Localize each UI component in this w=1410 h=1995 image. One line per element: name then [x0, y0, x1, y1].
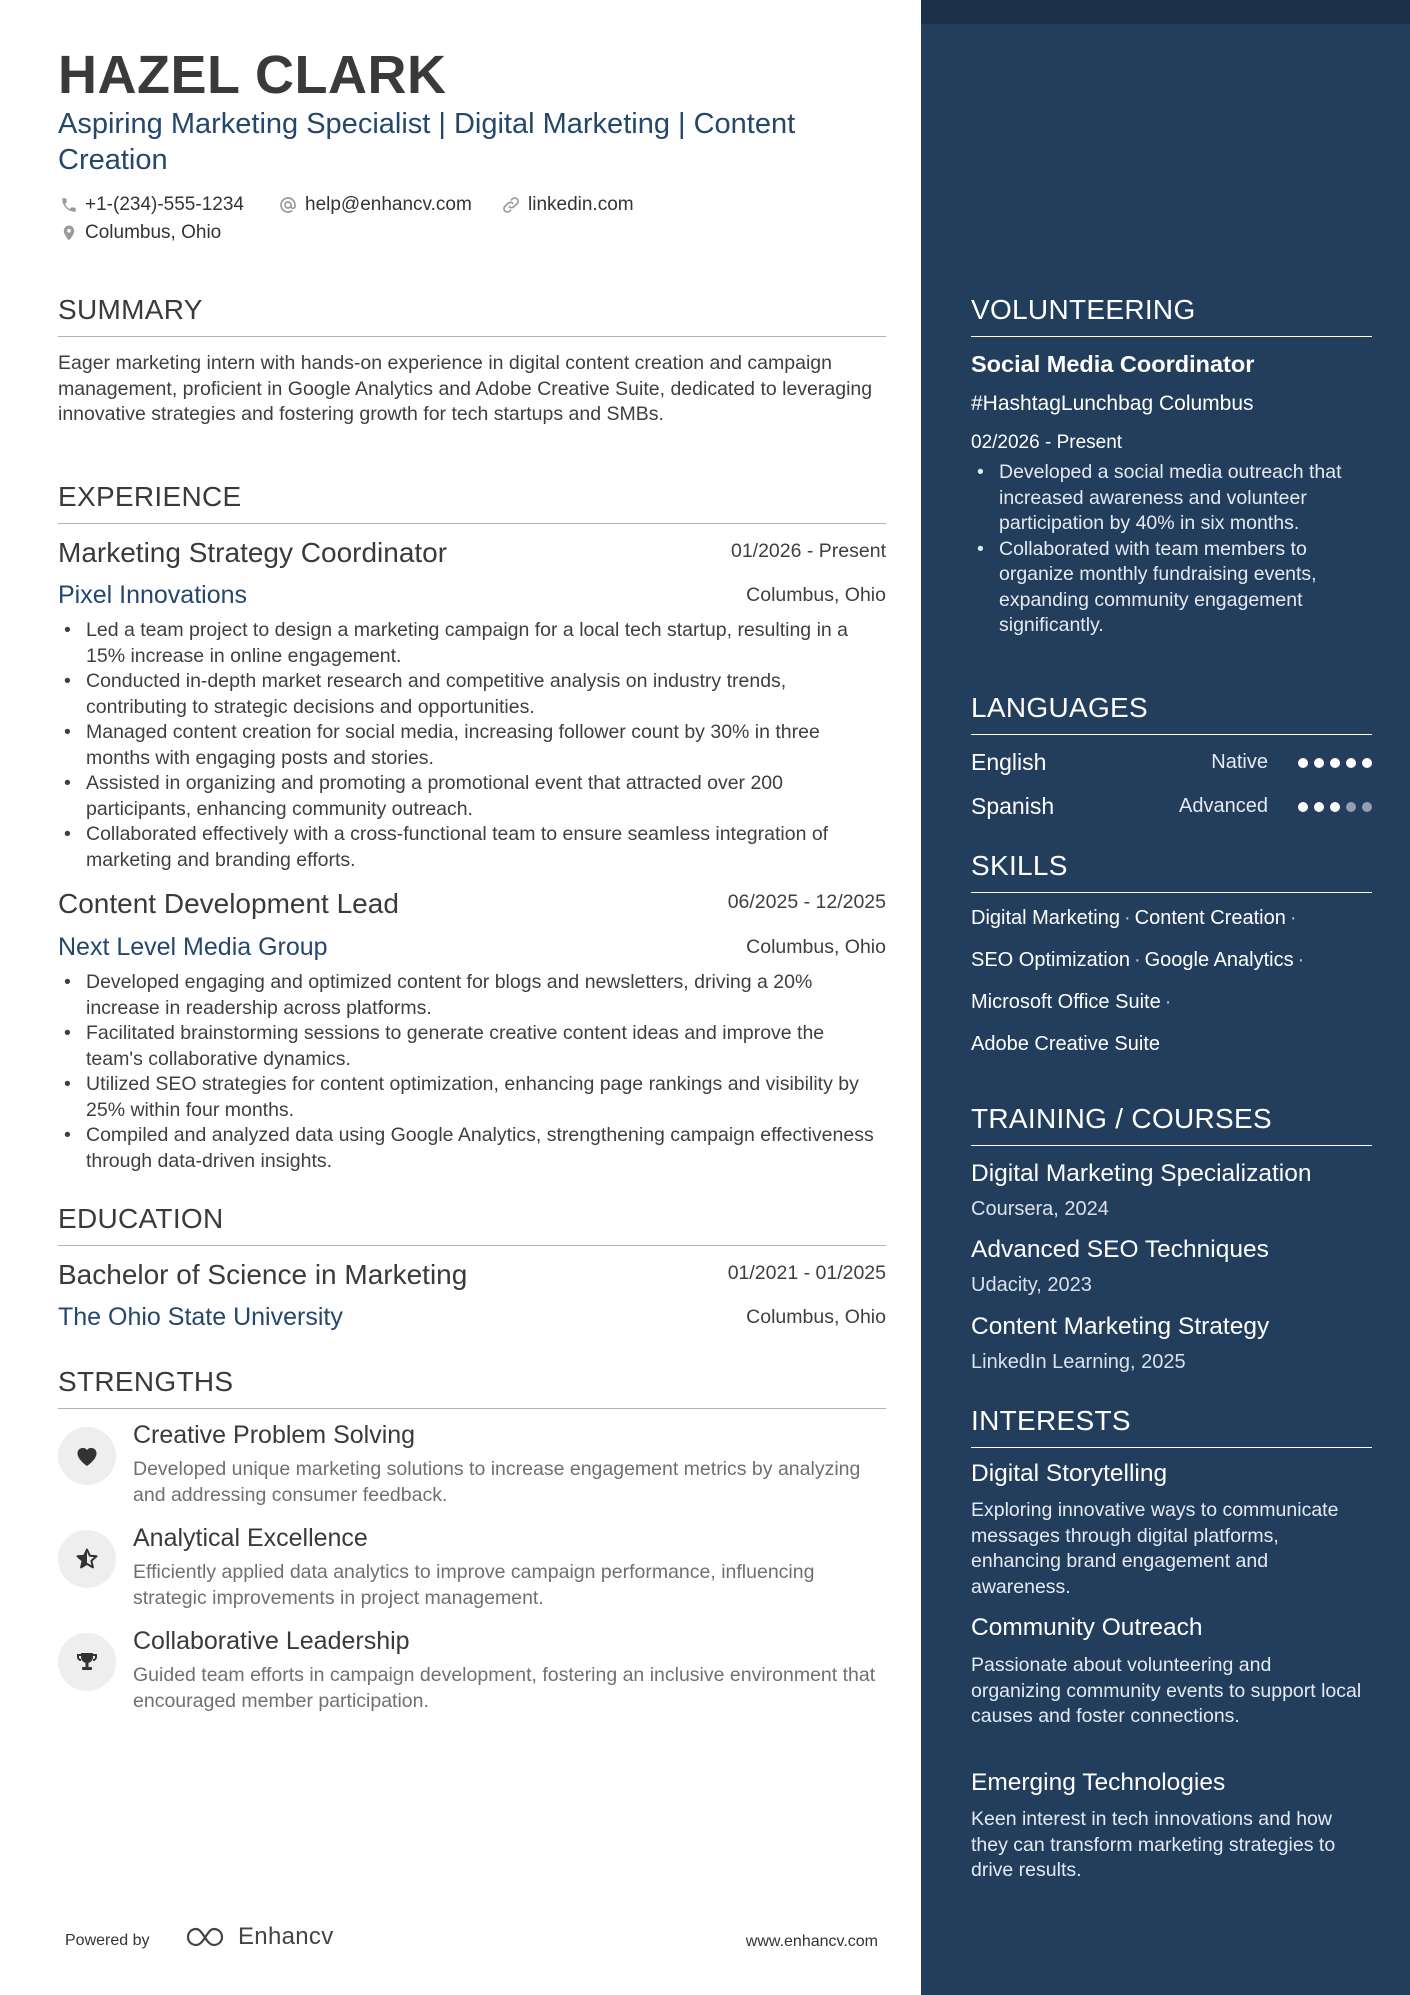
rating-dot: [1346, 802, 1356, 812]
heart-icon: [75, 1445, 99, 1467]
candidate-headline: Aspiring Marketing Specialist | Digital Marketing | Content Creation: [58, 108, 796, 176]
job-bullets: [58, 618, 886, 873]
job-dates: 01/2026 - Present: [730, 540, 886, 562]
language-level: Native: [1211, 751, 1268, 773]
strength-icon-circle: [58, 1530, 116, 1588]
skill-item: Adobe Creative Suite: [971, 1033, 1161, 1055]
education-heading: EDUCATION: [58, 1203, 886, 1246]
contact-linkedin[interactable]: [501, 194, 634, 216]
language-row: [971, 749, 1372, 779]
strength-icon-circle: [58, 1427, 116, 1485]
skill-separator: ·: [1123, 907, 1131, 929]
trophy-icon: [75, 1650, 99, 1674]
interest-title: Emerging Technologies: [971, 1769, 1226, 1796]
job-bullet: • Compiled and analyzed data using Google Analytics, strengthening campaign effectiveness through data-driven insights.: [58, 1123, 886, 1174]
job-company: Pixel Innovations: [58, 581, 248, 609]
rating-dot: [1314, 758, 1324, 768]
strength-description: Guided team efforts in campaign development, fostering an inclusive environment that encouraged member participation.: [133, 1664, 876, 1712]
skill-separator: ·: [1297, 949, 1305, 971]
job-bullet: • Collaborated effectively with a cross-functional team to ensure seamless integration of marketing and branding efforts.: [58, 822, 886, 873]
school-name: The Ohio State University: [58, 1303, 343, 1331]
course-title: Digital Marketing Specialization: [971, 1160, 1312, 1187]
language-row: [971, 793, 1372, 823]
strength-title: Creative Problem Solving: [133, 1421, 416, 1449]
summary-text: Eager marketing intern with hands-on experience in digital content creation and campaign management, proficient in Google Analytics and Adobe Creative Suite, dedicated to leveraging innovative strategies and fostering growth for tech startups and SMBs.: [58, 352, 873, 425]
at-icon: [278, 195, 298, 215]
location-text: Columbus, Ohio: [85, 222, 222, 243]
job-dates: 06/2025 - 12/2025: [727, 891, 886, 913]
enhancv-logo-icon: [184, 1924, 230, 1950]
phone-text: +1-(234)-555-1234: [85, 194, 244, 215]
sidebar: [921, 0, 1410, 1995]
linkedin-text: linkedin.com: [528, 194, 634, 215]
skills-line: [971, 1033, 1372, 1056]
location-pin-icon: [60, 223, 78, 243]
job-bullet: • Assisted in organizing and promoting a promotional event that attracted over 200 participants, enhancing community outreach.: [58, 771, 886, 822]
interest-description: Passionate about volunteering and organizing community events to support local causes and foster connections.: [971, 1654, 1362, 1727]
link-icon: [501, 195, 521, 215]
course-provider: Coursera, 2024: [971, 1198, 1109, 1220]
job-bullets: [58, 970, 886, 1174]
rating-dot: [1298, 758, 1308, 768]
job-location: Columbus, Ohio: [746, 936, 886, 958]
skills-line: [971, 991, 1372, 1014]
skill-item: Digital Marketing: [971, 907, 1120, 929]
interest-title: Community Outreach: [971, 1614, 1203, 1641]
education-dates: 01/2021 - 01/2025: [727, 1262, 886, 1284]
job-company: Next Level Media Group: [58, 933, 328, 961]
strength-title: Collaborative Leadership: [133, 1627, 410, 1655]
job-title: Content Development Lead: [58, 888, 399, 919]
interest-description: Keen interest in tech innovations and how they can transform marketing strategies to drive results.: [971, 1808, 1336, 1881]
course-provider: LinkedIn Learning, 2025: [971, 1351, 1186, 1373]
language-name: Spanish: [971, 793, 1055, 819]
contact-location: [60, 222, 221, 244]
contact-email[interactable]: [278, 194, 472, 216]
strength-description: Efficiently applied data analytics to improve campaign performance, influencing strategic improvements in project management.: [133, 1561, 815, 1609]
school-location: Columbus, Ohio: [746, 1306, 886, 1328]
language-level: Advanced: [1179, 795, 1268, 817]
volunteer-org: #HashtagLunchbag Columbus: [971, 392, 1254, 415]
candidate-name: HAZEL CLARK: [58, 45, 447, 105]
job-title: Marketing Strategy Coordinator: [58, 537, 448, 568]
rating-dot: [1346, 758, 1356, 768]
interests-heading: INTERESTS: [971, 1405, 1372, 1448]
volunteering-heading: VOLUNTEERING: [971, 294, 1372, 337]
sidebar-top-band: [921, 0, 1410, 24]
job-bullet: • Utilized SEO strategies for content optimization, enhancing page rankings and visibility by 25% within four months.: [58, 1072, 886, 1123]
interest-description: Exploring innovative ways to communicate messages through digital platforms, enhancing brand engagement and awareness.: [971, 1499, 1339, 1598]
powered-by-label: Powered by: [65, 1932, 150, 1949]
course-title: Advanced SEO Techniques: [971, 1236, 1269, 1263]
volunteer-bullet: • Collaborated with team members to organize monthly fundraising events, expanding community engagement significantly.: [971, 537, 1372, 639]
language-rating: [1298, 802, 1372, 812]
language-name: English: [971, 749, 1047, 775]
phone-icon: [60, 196, 78, 214]
job-bullet: • Developed engaging and optimized content for blogs and newsletters, driving a 20% increase in readership across platforms.: [58, 970, 886, 1021]
skill-separator: ·: [1164, 991, 1172, 1013]
strengths-heading: STRENGTHS: [58, 1366, 886, 1409]
strength-icon-circle: [58, 1633, 116, 1691]
skill-item: Google Analytics: [1144, 949, 1294, 971]
footer-url[interactable]: www.enhancv.com: [745, 1933, 878, 1950]
volunteer-role: Social Media Coordinator: [971, 351, 1255, 377]
email-text: help@enhancv.com: [305, 194, 472, 215]
course-title: Content Marketing Strategy: [971, 1313, 1270, 1340]
strength-description: Developed unique marketing solutions to increase engagement metrics by analyzing and addressing consumer feedback.: [133, 1458, 861, 1506]
languages-heading: LANGUAGES: [971, 692, 1372, 735]
degree-title: Bachelor of Science in Marketing: [58, 1259, 468, 1290]
skills-heading: SKILLS: [971, 850, 1372, 893]
volunteer-dates: 02/2026 - Present: [971, 432, 1123, 453]
rating-dot: [1362, 758, 1372, 768]
strength-title: Analytical Excellence: [133, 1524, 368, 1552]
rating-dot: [1298, 802, 1308, 812]
contact-phone[interactable]: [60, 194, 244, 216]
job-bullet: • Led a team project to design a marketing campaign for a local tech startup, resulting in a 15% increase in online engagement.: [58, 618, 886, 669]
language-rating: [1298, 758, 1372, 768]
skill-separator: ·: [1289, 907, 1297, 929]
rating-dot: [1330, 758, 1340, 768]
interest-title: Digital Storytelling: [971, 1460, 1168, 1487]
summary-heading: SUMMARY: [58, 294, 886, 337]
star-icon: [75, 1547, 99, 1571]
volunteer-bullet: • Developed a social media outreach that increased awareness and volunteer participation by 40% in six months.: [971, 460, 1372, 537]
rating-dot: [1314, 802, 1324, 812]
skills-line: [971, 949, 1372, 972]
volunteer-bullets: [971, 460, 1372, 639]
job-bullet: • Facilitated brainstorming sessions to generate creative content ideas and improve the team's collaborative dynamics.: [58, 1021, 886, 1072]
rating-dot: [1330, 802, 1340, 812]
training-heading: TRAINING / COURSES: [971, 1103, 1372, 1146]
skill-item: SEO Optimization: [971, 949, 1130, 971]
job-bullet: • Conducted in-depth market research and competitive analysis on industry trends, contributing to strategic decisions and opportunities.: [58, 669, 886, 720]
experience-heading: EXPERIENCE: [58, 481, 886, 524]
enhancv-brand-text: Enhancv: [238, 1923, 334, 1950]
enhancv-logo[interactable]: [184, 1923, 334, 1951]
job-bullet: • Managed content creation for social media, increasing follower count by 30% in three months with engaging posts and stories.: [58, 720, 886, 771]
course-provider: Udacity, 2023: [971, 1274, 1092, 1296]
skill-item: Content Creation: [1134, 907, 1286, 929]
rating-dot: [1362, 802, 1372, 812]
skills-line: [971, 907, 1372, 930]
skill-item: Microsoft Office Suite: [971, 991, 1161, 1013]
job-location: Columbus, Ohio: [746, 584, 886, 606]
skill-separator: ·: [1133, 949, 1141, 971]
